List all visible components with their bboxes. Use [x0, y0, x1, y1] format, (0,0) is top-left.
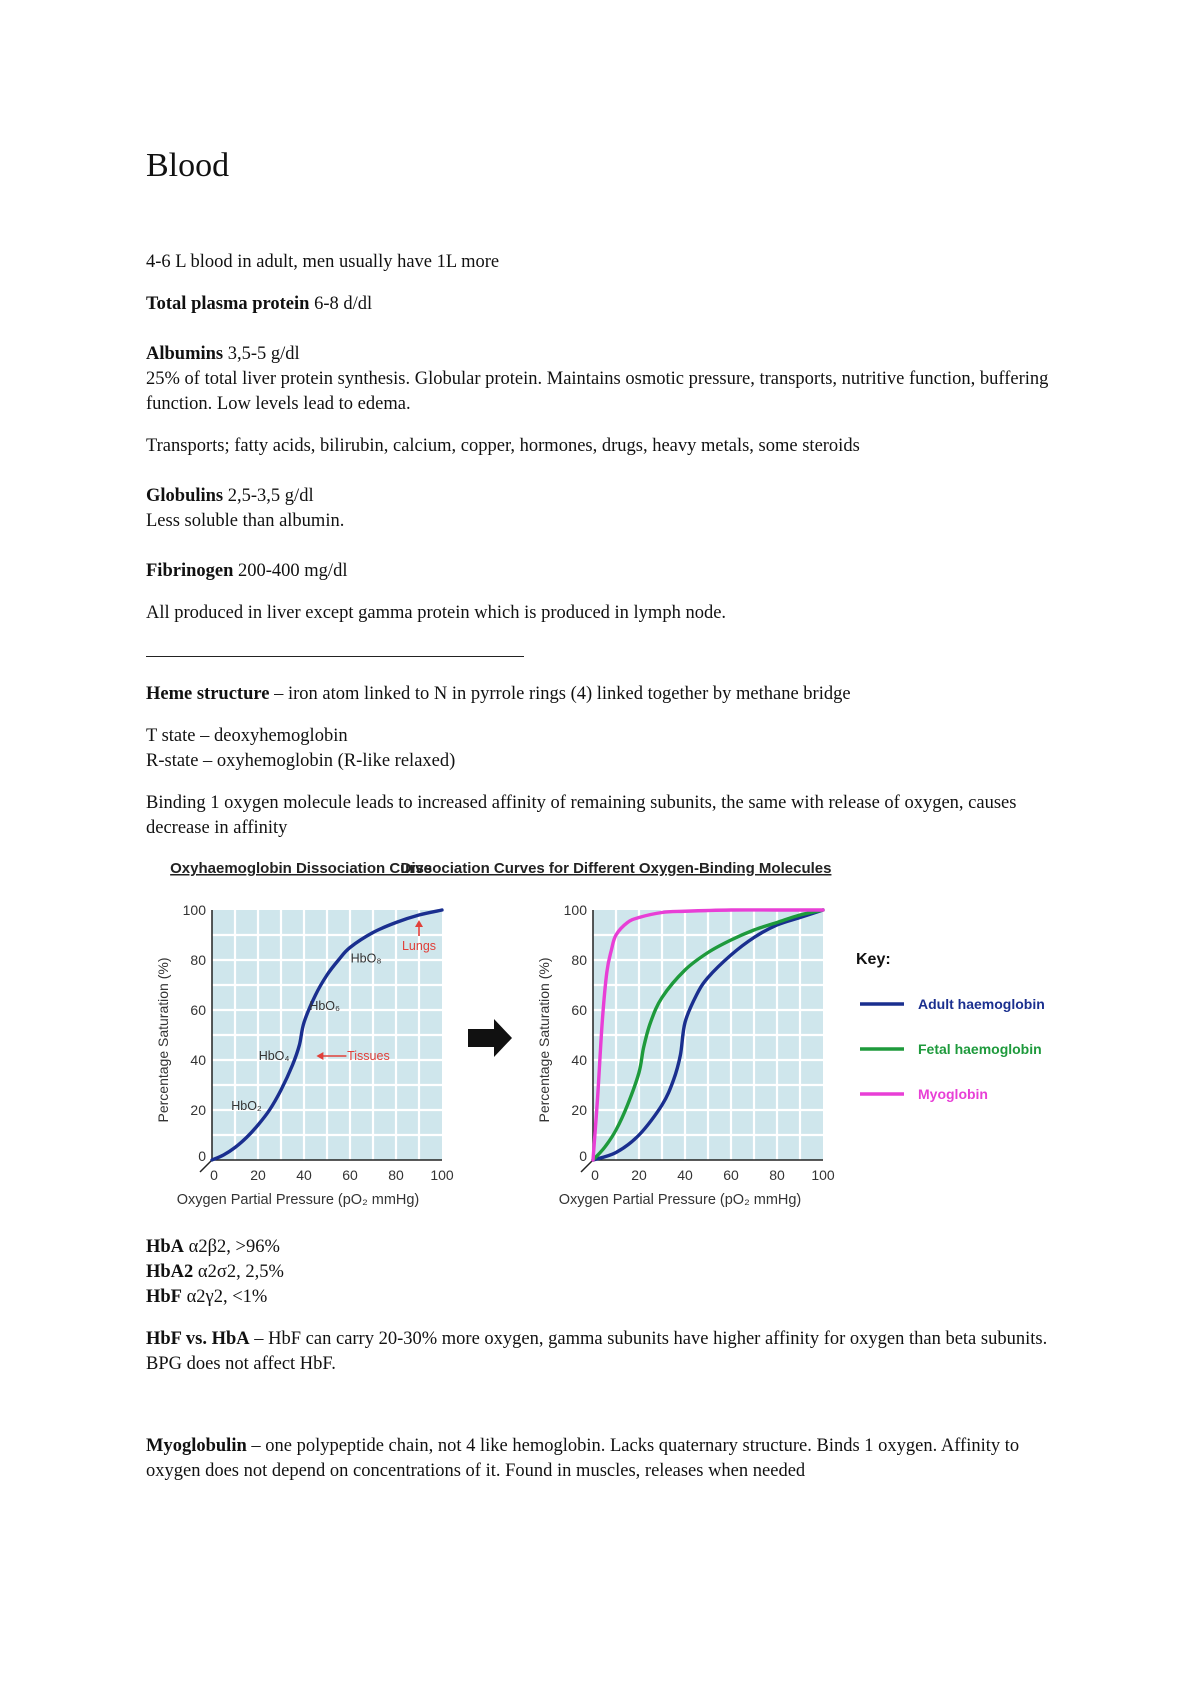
y-tick-label: 40 [571, 1052, 587, 1068]
chart1-xlabel: Oxygen Partial Pressure (pO₂ mmHg) [176, 1192, 420, 1208]
x-tick-label: 100 [811, 1167, 835, 1183]
hemoglobin-types-section [146, 1235, 1066, 1501]
x-tick-label: 100 [430, 1167, 454, 1183]
y-tick-label: 100 [563, 902, 587, 918]
legend-label: Adult haemoglobin [918, 996, 1045, 1012]
y-tick-label: 100 [182, 902, 206, 918]
figure-svg [146, 848, 1066, 1220]
chart1-title: Oxyhaemoglobin Dissociation Curve [170, 860, 432, 877]
dissociation-curves-figure [146, 848, 1066, 1220]
x-tick-label: 0 [591, 1167, 599, 1183]
x-tick-label: 20 [250, 1167, 266, 1183]
chart1-ylabel: Percentage Saturation (%) [155, 957, 171, 1123]
hbf-vs-label: HbF vs. HbA [146, 1329, 250, 1349]
hba2-text: α2σ2, 2,5% [193, 1262, 284, 1282]
annotation-label: HbO₄ [258, 1049, 290, 1063]
annotation-label: Tissues [347, 1049, 390, 1063]
x-tick-label: 40 [677, 1167, 693, 1183]
legend-label: Myoglobin [918, 1086, 988, 1102]
liver-note: All produced in liver except gamma protein which is produced in lymph node. [146, 603, 727, 623]
fibrinogen-section [146, 559, 1066, 584]
albumins-label: Albumins [146, 344, 224, 364]
globulins-section [146, 484, 1066, 534]
albumins-section [146, 342, 1066, 417]
myoglobulin-section [146, 1434, 1066, 1484]
annotation-label: HbO₂ [231, 1099, 262, 1113]
albumins-value: 3,5-5 g/dl [223, 344, 300, 364]
annotation-label: HbO₆ [309, 999, 341, 1013]
chart2-plot [564, 902, 835, 1183]
hbf-vs-hba [146, 1327, 1066, 1377]
transports-text: Transports; fatty acids, bilirubin, calcium, copper, hormones, drugs, heavy metals, some steroids [146, 436, 860, 456]
heme-text: – iron atom linked to N in pyrrole rings (4) linked together by methane bridge [269, 684, 851, 704]
r-state: R-state – oxyhemoglobin (R-like relaxed) [146, 751, 456, 771]
page-title: Blood [146, 147, 230, 184]
chart2-xlabel: Oxygen Partial Pressure (pO₂ mmHg) [558, 1192, 802, 1208]
myo-label: Myoglobulin [146, 1436, 247, 1456]
hba-label: HbA [146, 1237, 185, 1257]
section-divider [146, 656, 524, 657]
x-tick-label: 80 [769, 1167, 785, 1183]
legend-title: Key: [856, 951, 891, 968]
globulins-value: 2,5-3,5 g/dl [223, 486, 314, 506]
x-tick-label: 20 [631, 1167, 647, 1183]
y-tick-label: 60 [571, 1002, 587, 1018]
hbf-label: HbF [146, 1287, 182, 1307]
document-body [146, 130, 1066, 858]
fibrinogen-label: Fibrinogen [146, 561, 234, 581]
y-tick-label: 40 [190, 1052, 206, 1068]
x-tick-label: 60 [723, 1167, 739, 1183]
hba2-label: HbA2 [146, 1262, 194, 1282]
hba-text: α2β2, >96% [184, 1237, 280, 1257]
y-tick-label: 60 [190, 1002, 206, 1018]
fibrinogen-value: 200-400 mg/dl [233, 561, 348, 581]
total-plasma-protein [146, 292, 1066, 317]
myo-text: – one polypeptide chain, not 4 like hemoglobin. Lacks quaternary structure. Binds 1 oxygen. Affinity to oxygen does not depend on concentrations of it. Found in muscles, releases when needed [146, 1436, 1020, 1481]
y-tick-label: 0 [198, 1148, 206, 1164]
total-plasma-label: Total plasma protein [146, 294, 310, 314]
t-state: T state – deoxyhemoglobin [146, 726, 348, 746]
binding-text: Binding 1 oxygen molecule leads to increased affinity of remaining subunits, the same with release of oxygen, causes decrease in affinity [146, 793, 1017, 838]
chart2-title: Dissociation Curves for Different Oxygen-Binding Molecules [400, 860, 832, 877]
y-tick-label: 20 [571, 1102, 587, 1118]
globulins-desc: Less soluble than albumin. [146, 511, 345, 531]
annotation-label: HbO₈ [350, 951, 382, 966]
legend-label: Fetal haemoglobin [918, 1041, 1042, 1057]
globulins-label: Globulins [146, 486, 224, 506]
y-tick-label: 80 [571, 952, 587, 968]
chart2-ylabel: Percentage Saturation (%) [536, 957, 552, 1123]
y-tick-label: 0 [579, 1148, 587, 1164]
x-tick-label: 60 [342, 1167, 358, 1183]
total-plasma-value: 6-8 d/dl [309, 294, 373, 314]
hbf-text: α2γ2, <1% [181, 1287, 268, 1307]
x-tick-label: 80 [388, 1167, 404, 1183]
annotation-label: Lungs [401, 939, 437, 953]
albumins-desc: 25% of total liver protein synthesis. Globular protein. Maintains osmotic pressure, transports, nutritive function, buffering function. Low levels lead to edema. [146, 369, 1049, 414]
hb-types-list [146, 1235, 1066, 1310]
y-tick-label: 80 [190, 952, 206, 968]
y-tick-label: 20 [190, 1102, 206, 1118]
intro-text: 4-6 L blood in adult, men usually have 1L more [146, 252, 500, 272]
x-tick-label: 0 [210, 1167, 218, 1183]
x-tick-label: 40 [296, 1167, 312, 1183]
heme-label: Heme structure [146, 684, 270, 704]
heme-structure [146, 682, 1066, 707]
states-text [146, 724, 1066, 774]
chart1-plot [183, 902, 454, 1183]
hbf-vs-text: – HbF can carry 20-30% more oxygen, gamma subunits have higher affinity for oxygen than beta subunits. BPG does not affect HbF. [146, 1329, 1048, 1374]
